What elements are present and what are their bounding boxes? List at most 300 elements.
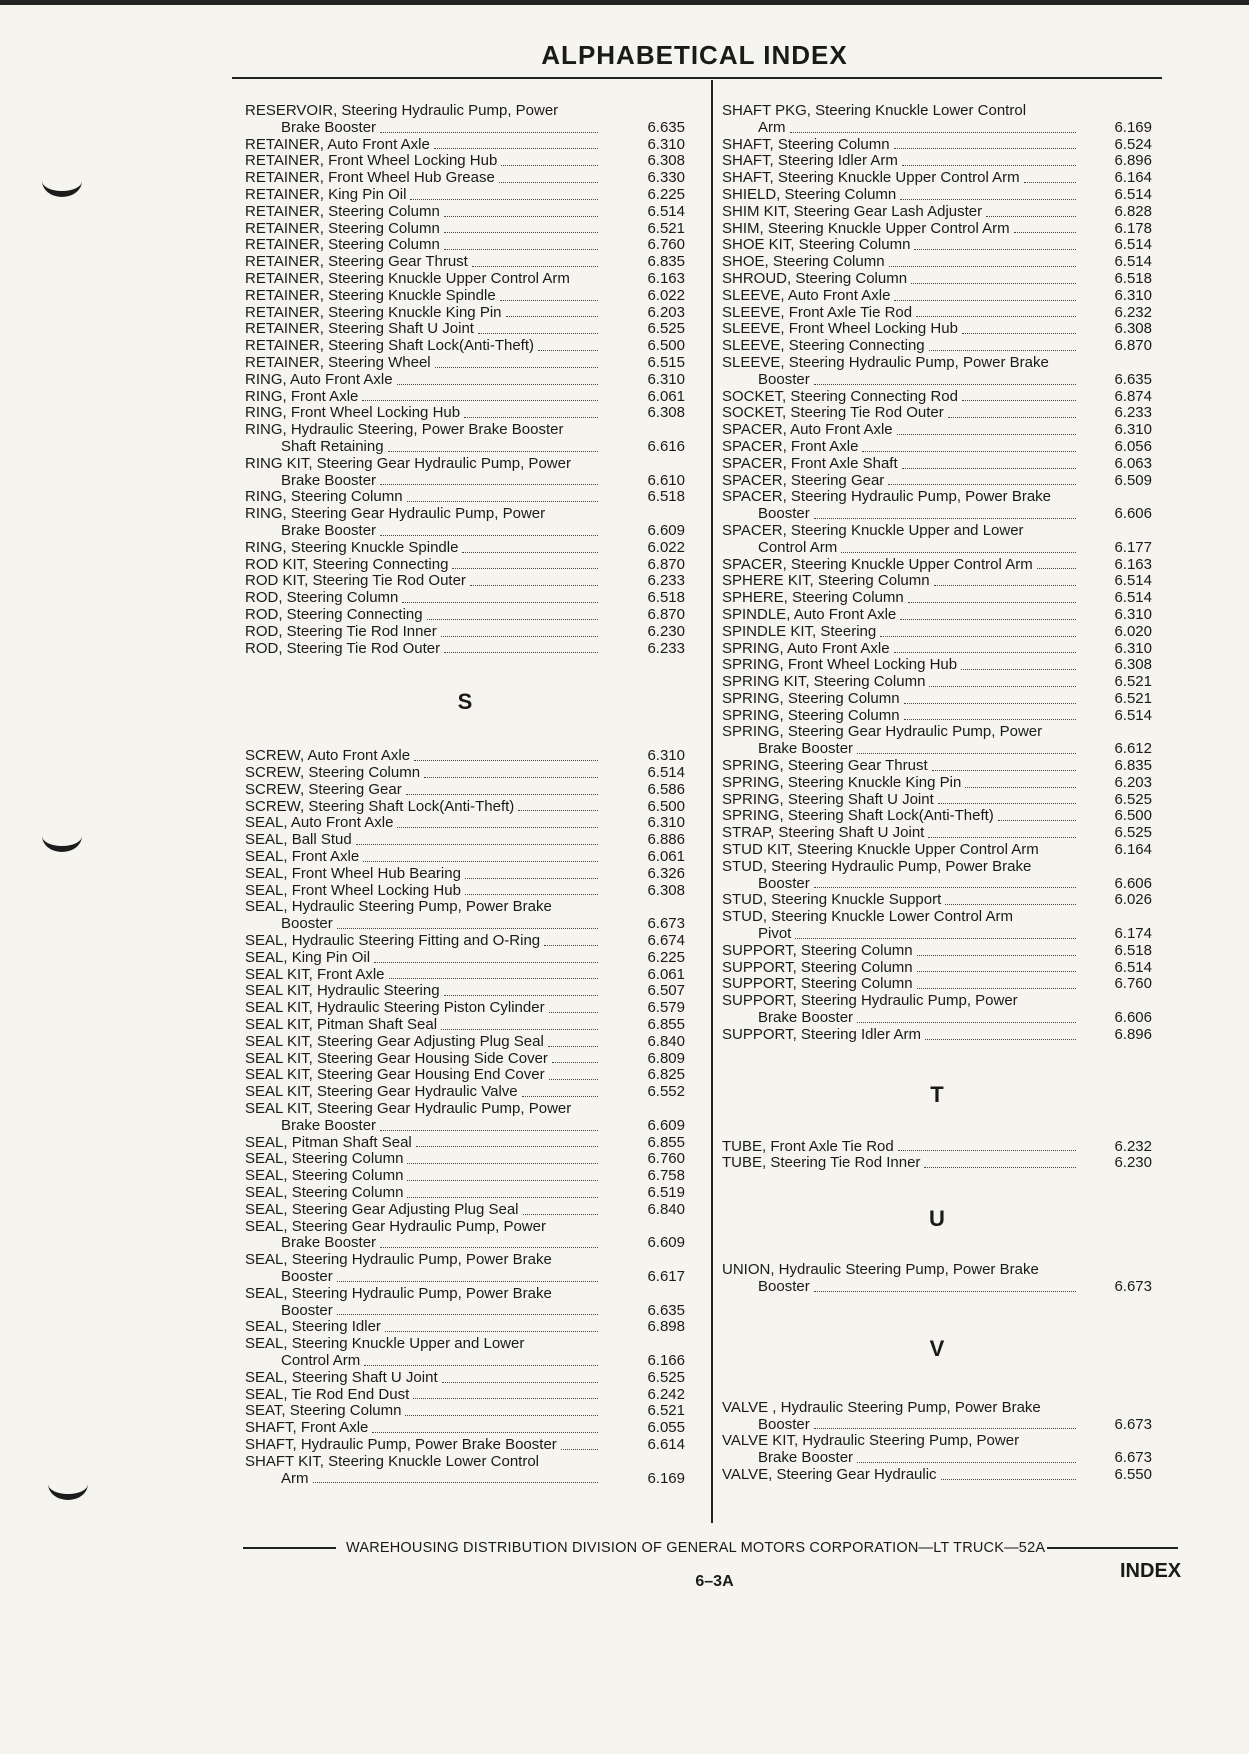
entry-page-ref: 6.635	[647, 118, 685, 136]
entry-page-ref: 6.518	[647, 589, 685, 607]
entry-page-ref: 6.616	[647, 437, 685, 455]
entry-term: SCREW, Steering Gear	[245, 782, 602, 799]
entry-term: STUD, Steering Knuckle Support	[722, 892, 1080, 909]
index-entry	[722, 489, 1152, 523]
entry-term: SEAL, Steering Column	[245, 1185, 602, 1202]
entry-term: SPACER, Auto Front Axle	[722, 422, 1080, 439]
dot-leader	[523, 1213, 598, 1215]
entry-term: RETAINER, King Pin Oil	[245, 187, 602, 204]
dot-leader	[917, 970, 1076, 972]
dot-leader	[380, 1129, 598, 1131]
section-spacer	[722, 1044, 1152, 1082]
binder-hole-mark	[42, 820, 82, 852]
index-entry	[722, 103, 1152, 137]
entry-page-ref: 6.061	[647, 965, 685, 983]
dot-leader	[441, 1028, 598, 1030]
dot-leader	[894, 147, 1076, 149]
entry-page-ref: 6.525	[1114, 790, 1152, 808]
entry-term: VALVE KIT, Hydraulic Steering Pump, Power	[722, 1432, 1020, 1450]
index-entry	[722, 221, 1152, 238]
index-entry	[245, 1370, 685, 1387]
dot-leader	[894, 299, 1076, 301]
index-entry	[722, 691, 1152, 708]
index-entry	[245, 573, 685, 590]
index-entry	[722, 1433, 1152, 1467]
dot-leader	[444, 248, 598, 250]
entry-term: ROD, Steering Column	[245, 590, 602, 607]
dot-leader	[857, 752, 1076, 754]
entry-page-ref: 6.760	[1114, 975, 1152, 993]
dot-leader	[814, 1427, 1076, 1429]
entry-term: SPHERE KIT, Steering Column	[722, 573, 1080, 590]
page-number: 6–3A	[695, 1573, 734, 1590]
entry-term-continued: Arm	[722, 120, 1080, 137]
entry-page-ref: 6.310	[647, 370, 685, 388]
entry-page-ref: 6.026	[1114, 891, 1152, 909]
index-entry	[722, 439, 1152, 456]
dot-leader	[389, 977, 598, 979]
index-entry	[245, 883, 685, 900]
dot-leader	[470, 584, 598, 586]
index-entry	[245, 170, 685, 187]
entry-term: RETAINER, Steering Shaft Lock(Anti-Theft)	[245, 338, 602, 355]
index-entry	[245, 540, 685, 557]
dot-leader	[961, 668, 1076, 670]
entry-term-continued: Booster	[722, 1279, 1080, 1296]
index-entry	[722, 523, 1152, 557]
entry-page-ref: 6.673	[1114, 1278, 1152, 1296]
index-entry	[722, 859, 1152, 893]
entry-page-ref: 6.020	[1114, 622, 1152, 640]
entry-term: RETAINER, Steering Knuckle Spindle	[245, 288, 602, 305]
index-entry	[722, 355, 1152, 389]
dot-leader	[402, 601, 598, 603]
entry-term: RETAINER, Auto Front Axle	[245, 137, 602, 154]
entry-page-ref: 6.242	[647, 1385, 685, 1403]
section-letter: T	[930, 1081, 944, 1107]
index-entry	[722, 573, 1152, 590]
entry-term: RING, Steering Knuckle Spindle	[245, 540, 602, 557]
section-spacer	[722, 1172, 1152, 1206]
entry-term: ROD, Steering Tie Rod Inner	[245, 624, 602, 641]
dot-leader	[472, 265, 598, 267]
index-entry	[722, 1467, 1152, 1484]
dot-leader	[414, 759, 598, 761]
index-entry	[722, 1027, 1152, 1044]
entry-term: RETAINER, Steering Knuckle Upper Control Arm	[245, 269, 570, 287]
entry-page-ref: 6.330	[647, 169, 685, 187]
entry-term: SLEEVE, Steering Hydraulic Pump, Power Brake	[722, 353, 1049, 371]
dot-leader	[934, 584, 1076, 586]
footer-text: WAREHOUSING DISTRIBUTION DIVISION OF GENERAL MOTORS CORPORATION—LT TRUCK—52A	[346, 1540, 1046, 1556]
entry-term: SHAFT, Hydraulic Pump, Power Brake Booster	[245, 1437, 602, 1454]
dot-leader	[499, 181, 598, 183]
entry-term: SEAL, Front Wheel Locking Hub	[245, 883, 602, 900]
dot-leader	[380, 534, 598, 536]
index-entry	[722, 657, 1152, 674]
dot-leader	[928, 836, 1076, 838]
dot-leader	[911, 282, 1076, 284]
entry-term-continued: Arm	[245, 1471, 602, 1488]
index-entry	[722, 960, 1152, 977]
index-entry	[245, 950, 685, 967]
entry-page-ref: 6.500	[647, 797, 685, 815]
index-column-right	[722, 103, 1152, 1484]
entry-page-ref: 6.308	[647, 404, 685, 422]
entry-page-ref: 6.514	[1114, 572, 1152, 590]
entry-term: SEAL, Steering Hydraulic Pump, Power Brake	[245, 1284, 552, 1302]
entry-term: SEAL, Steering Column	[245, 1168, 602, 1185]
index-entry	[245, 1437, 685, 1454]
index-entry	[245, 1454, 685, 1488]
dot-leader	[397, 826, 598, 828]
entry-term: SUPPORT, Steering Column	[722, 976, 1080, 993]
entry-term: RING, Front Axle	[245, 389, 602, 406]
index-entry	[722, 389, 1152, 406]
entry-term: SEAL, Front Axle	[245, 849, 602, 866]
entry-page-ref: 6.169	[1114, 118, 1152, 136]
entry-term: SPRING, Steering Shaft Lock(Anti-Theft)	[722, 808, 1080, 825]
entry-page-ref: 6.514	[1114, 185, 1152, 203]
dot-leader	[945, 903, 1076, 905]
dot-leader	[888, 483, 1076, 485]
entry-page-ref: 6.063	[1114, 454, 1152, 472]
index-entry	[245, 590, 685, 607]
dot-leader	[427, 618, 598, 620]
entry-term: SCREW, Auto Front Axle	[245, 748, 602, 765]
dot-leader	[397, 383, 598, 385]
entry-page-ref: 6.308	[647, 152, 685, 170]
dot-leader	[452, 567, 598, 569]
entry-term: SHAFT, Steering Idler Arm	[722, 153, 1080, 170]
index-entry	[245, 422, 685, 456]
index-entry	[722, 943, 1152, 960]
dot-leader	[313, 1481, 599, 1483]
index-entry	[245, 866, 685, 883]
entry-page-ref: 6.898	[647, 1318, 685, 1336]
entry-page-ref: 6.518	[1114, 941, 1152, 959]
index-entry	[245, 1185, 685, 1202]
entry-term-continued: Booster	[245, 916, 602, 933]
entry-page-ref: 6.760	[647, 236, 685, 254]
entry-term: SUPPORT, Steering Column	[722, 960, 1080, 977]
index-entry	[245, 849, 685, 866]
entry-term: SPRING, Steering Column	[722, 708, 1080, 725]
entry-page-ref: 6.055	[647, 1419, 685, 1437]
dot-leader	[889, 265, 1076, 267]
entry-page-ref: 6.550	[1114, 1466, 1152, 1483]
dot-leader	[862, 450, 1076, 452]
entry-page-ref: 6.525	[1114, 824, 1152, 842]
index-entry	[245, 1286, 685, 1320]
entry-term: SEAL, Ball Stud	[245, 832, 602, 849]
entry-term: SEAL, Front Wheel Hub Bearing	[245, 866, 602, 883]
entry-page-ref: 6.521	[1114, 689, 1152, 707]
index-entry	[722, 473, 1152, 490]
entry-term-continued: Brake Booster	[722, 741, 1080, 758]
entry-term-continued: Brake Booster	[245, 523, 602, 540]
entry-page-ref: 6.514	[1114, 706, 1152, 724]
dot-leader	[337, 1280, 598, 1282]
entry-page-ref: 6.230	[647, 622, 685, 640]
index-entry	[722, 825, 1152, 842]
entry-page-ref: 6.609	[647, 1116, 685, 1134]
index-entry	[722, 808, 1152, 825]
entry-page-ref: 6.166	[647, 1351, 685, 1369]
entry-term: SLEEVE, Front Wheel Locking Hub	[722, 321, 1080, 338]
index-entry	[245, 204, 685, 221]
entry-term-continued: Brake Booster	[245, 1118, 602, 1135]
entry-term: RING, Front Wheel Locking Hub	[245, 405, 602, 422]
entry-term-continued: Brake Booster	[245, 120, 602, 137]
index-entry	[722, 170, 1152, 187]
entry-term: SPACER, Steering Gear	[722, 473, 1080, 490]
dot-leader	[548, 1045, 598, 1047]
dot-leader	[407, 1179, 598, 1181]
dot-leader	[1037, 567, 1076, 569]
entry-term: SHAFT, Steering Knuckle Upper Control Arm	[722, 170, 1080, 187]
index-entry	[722, 405, 1152, 422]
index-entry	[245, 355, 685, 372]
entry-term: RETAINER, Steering Gear Thrust	[245, 254, 602, 271]
entry-term: SPACER, Steering Knuckle Upper Control Arm	[722, 557, 1080, 574]
dot-leader	[962, 332, 1076, 334]
entry-page-ref: 6.310	[647, 135, 685, 153]
dot-leader	[841, 551, 1076, 553]
index-entry	[245, 321, 685, 338]
dot-leader	[898, 1149, 1076, 1151]
index-entry	[245, 1000, 685, 1017]
index-entry	[722, 842, 1152, 859]
entry-term: STUD, Steering Hydraulic Pump, Power Brake	[722, 857, 1032, 875]
section-spacer	[722, 1296, 1152, 1336]
entry-page-ref: 6.855	[647, 1133, 685, 1151]
entry-term: RETAINER, Steering Column	[245, 204, 602, 221]
index-entry	[245, 748, 685, 765]
entry-page-ref: 6.610	[647, 471, 685, 489]
dot-leader	[549, 1011, 598, 1013]
dot-leader	[380, 483, 598, 485]
entry-page-ref: 6.225	[647, 948, 685, 966]
entry-page-ref: 6.178	[1114, 219, 1152, 237]
entry-term: SPRING, Front Wheel Locking Hub	[722, 657, 1080, 674]
entry-page-ref: 6.164	[1114, 841, 1152, 859]
entry-page-ref: 6.061	[647, 387, 685, 405]
page-title: ALPHABETICAL INDEX	[541, 40, 848, 70]
index-entry	[722, 1262, 1152, 1296]
entry-term: SEAL, Steering Shaft U Joint	[245, 1370, 602, 1387]
dot-leader	[948, 416, 1076, 418]
entry-page-ref: 6.509	[1114, 471, 1152, 489]
entry-page-ref: 6.552	[647, 1083, 685, 1101]
entry-term-continued: Pivot	[722, 926, 1080, 943]
entry-term: SPHERE, Steering Column	[722, 590, 1080, 607]
dot-leader	[917, 987, 1076, 989]
entry-page-ref: 6.310	[1114, 639, 1152, 657]
index-entry	[245, 967, 685, 984]
index-entry	[245, 271, 685, 288]
entry-page-ref: 6.617	[647, 1268, 685, 1285]
index-entry	[722, 1155, 1152, 1172]
dot-leader	[925, 1038, 1076, 1040]
entry-term: STUD, Steering Knuckle Lower Control Arm	[722, 908, 1013, 926]
entry-term: ROD KIT, Steering Connecting	[245, 557, 602, 574]
entry-term: SPRING, Steering Shaft U Joint	[722, 792, 1080, 809]
dot-leader	[1014, 231, 1076, 233]
entry-term: SEAL, Hydraulic Steering Pump, Power Brake	[245, 898, 552, 916]
entry-term: SPRING, Steering Gear Thrust	[722, 758, 1080, 775]
index-entry	[245, 1336, 685, 1370]
dot-leader	[385, 1330, 598, 1332]
entry-page-ref: 6.519	[647, 1184, 685, 1202]
dot-leader	[364, 1364, 598, 1366]
entry-page-ref: 6.606	[1114, 505, 1152, 523]
entry-term: SOCKET, Steering Tie Rod Outer	[722, 405, 1080, 422]
dot-leader	[929, 349, 1076, 351]
index-entry	[722, 641, 1152, 658]
dot-leader	[544, 944, 598, 946]
entry-page-ref: 6.230	[1114, 1154, 1152, 1172]
entry-term: SLEEVE, Front Axle Tie Rod	[722, 305, 1080, 322]
dot-leader	[924, 1166, 1076, 1168]
entry-term: SHIM KIT, Steering Gear Lash Adjuster	[722, 204, 1080, 221]
entry-term: SCREW, Steering Shaft Lock(Anti-Theft)	[245, 799, 602, 816]
entry-page-ref: 6.840	[647, 1032, 685, 1050]
index-entry	[722, 204, 1152, 221]
entry-term-continued: Booster	[245, 1303, 602, 1320]
entry-term-continued: Brake Booster	[722, 1010, 1080, 1027]
entry-term: RING, Auto Front Axle	[245, 372, 602, 389]
index-entry	[722, 674, 1152, 691]
entry-page-ref: 6.840	[647, 1200, 685, 1218]
entry-page-ref: 6.674	[647, 932, 685, 950]
entry-page-ref: 6.606	[1114, 874, 1152, 892]
entry-page-ref: 6.825	[647, 1066, 685, 1084]
entry-term: SUPPORT, Steering Column	[722, 943, 1080, 960]
index-entry	[245, 1219, 685, 1253]
entry-page-ref: 6.310	[1114, 605, 1152, 623]
index-entry	[722, 557, 1152, 574]
entry-page-ref: 6.609	[647, 521, 685, 539]
dot-leader	[814, 383, 1076, 385]
dot-leader	[413, 1397, 598, 1399]
entry-term: SPRING, Steering Column	[722, 691, 1080, 708]
dot-leader	[900, 618, 1076, 620]
entry-term: SEAL, Pitman Shaft Seal	[245, 1135, 602, 1152]
dot-leader	[904, 702, 1076, 704]
entry-page-ref: 6.835	[647, 253, 685, 271]
dot-leader	[894, 651, 1076, 653]
entry-term: SEAL KIT, Steering Gear Hydraulic Valve	[245, 1084, 602, 1101]
dot-leader	[465, 877, 598, 879]
dot-leader	[380, 1246, 598, 1248]
index-entry	[722, 708, 1152, 725]
index-entry	[245, 557, 685, 574]
dot-leader	[441, 635, 598, 637]
entry-term: RETAINER, Steering Wheel	[245, 355, 602, 372]
index-entry	[245, 489, 685, 506]
entry-term: SEAL, Hydraulic Steering Fitting and O-Ring	[245, 933, 602, 950]
footer-rule	[1047, 1547, 1178, 1549]
entry-page-ref: 6.673	[1114, 1449, 1152, 1467]
entry-term: SHAFT KIT, Steering Knuckle Lower Control	[245, 1452, 540, 1470]
index-entry	[722, 993, 1152, 1027]
index-entry	[722, 338, 1152, 355]
top-edge-rule	[0, 0, 1249, 5]
entry-term: SEAL KIT, Steering Gear Housing Side Cover	[245, 1051, 602, 1068]
entry-term: VALVE, Steering Gear Hydraulic	[722, 1467, 1080, 1484]
entry-term: RETAINER, Steering Column	[245, 237, 602, 254]
entry-page-ref: 6.673	[1114, 1415, 1152, 1433]
entry-page-ref: 6.308	[1114, 656, 1152, 674]
entry-page-ref: 6.870	[647, 605, 685, 623]
entry-page-ref: 6.310	[647, 747, 685, 765]
entry-term: SHIM, Steering Knuckle Upper Control Arm	[722, 221, 1080, 238]
entry-page-ref: 6.310	[1114, 286, 1152, 304]
entry-term-continued: Brake Booster	[245, 473, 602, 490]
dot-leader	[478, 332, 598, 334]
entry-page-ref: 6.022	[647, 286, 685, 304]
entry-page-ref: 6.855	[647, 1016, 685, 1034]
entry-page-ref: 6.169	[647, 1469, 685, 1487]
index-entry	[245, 1420, 685, 1437]
index-entry	[245, 187, 685, 204]
index-entry	[722, 321, 1152, 338]
index-entry	[245, 782, 685, 799]
entry-term: RETAINER, Front Wheel Hub Grease	[245, 170, 602, 187]
index-entry	[722, 422, 1152, 439]
index-entry	[245, 641, 685, 658]
entry-page-ref: 6.870	[647, 555, 685, 573]
section-spacer	[722, 1108, 1152, 1139]
entry-page-ref: 6.310	[1114, 421, 1152, 439]
entry-page-ref: 6.514	[1114, 253, 1152, 271]
entry-page-ref: 6.521	[1114, 673, 1152, 691]
entry-term: SEAL, Tie Rod End Dust	[245, 1387, 602, 1404]
section-label: INDEX	[1120, 1560, 1182, 1582]
entry-page-ref: 6.896	[1114, 1025, 1152, 1043]
column-divider	[711, 80, 713, 1523]
dot-leader	[363, 860, 598, 862]
entry-term: SHOE, Steering Column	[722, 254, 1080, 271]
index-entry	[722, 892, 1152, 909]
index-entry	[245, 305, 685, 322]
entry-term: SEAL, Auto Front Axle	[245, 815, 602, 832]
entry-term-continued: Shaft Retaining	[245, 439, 602, 456]
entry-term: RING, Steering Gear Hydraulic Pump, Power	[245, 505, 546, 523]
dot-leader	[1024, 181, 1076, 183]
dot-leader	[814, 517, 1076, 519]
entry-page-ref: 6.525	[647, 1368, 685, 1386]
entry-page-ref: 6.612	[1114, 740, 1152, 758]
entry-term: SPINDLE, Auto Front Axle	[722, 607, 1080, 624]
entry-term: SUPPORT, Steering Hydraulic Pump, Power	[722, 992, 1018, 1010]
dot-leader	[362, 399, 598, 401]
entry-page-ref: 6.174	[1114, 925, 1152, 943]
entry-term: SEAL, Steering Idler	[245, 1319, 602, 1336]
index-entry	[245, 372, 685, 389]
entry-term: SPACER, Front Axle Shaft	[722, 456, 1080, 473]
dot-leader	[407, 500, 598, 502]
dot-leader	[405, 1414, 598, 1416]
dot-leader	[380, 131, 598, 133]
dot-leader	[790, 131, 1077, 133]
entry-term-continued: Booster	[722, 506, 1080, 523]
dot-leader	[501, 164, 598, 166]
dot-leader	[561, 1448, 598, 1450]
entry-term: RING, Hydraulic Steering, Power Brake Booster	[245, 421, 564, 439]
dot-leader	[549, 1078, 598, 1080]
